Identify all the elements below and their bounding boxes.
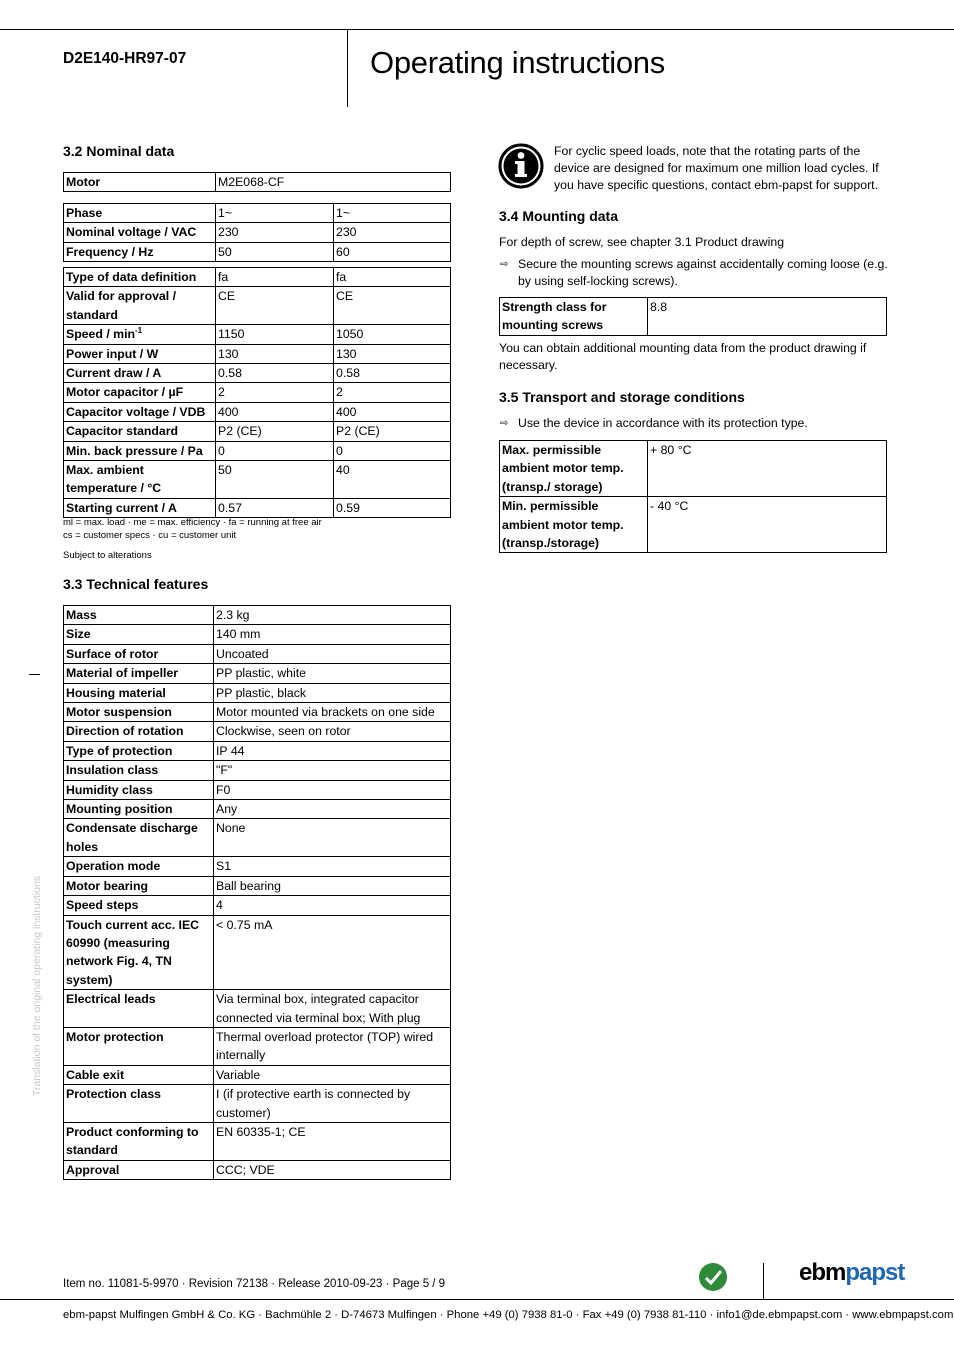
row-label-sup: -1 xyxy=(135,326,143,336)
row-value: S1 xyxy=(214,857,451,876)
table-row xyxy=(64,498,451,517)
row-value: Uncoated xyxy=(214,644,451,663)
row-value: None xyxy=(214,819,451,857)
table-row xyxy=(64,664,451,683)
table-row xyxy=(64,204,451,223)
row-value: Clockwise, seen on rotor xyxy=(214,722,451,741)
transport-table xyxy=(499,440,887,553)
table-row xyxy=(64,857,451,876)
mounting-bullet xyxy=(500,256,890,290)
motor-label: Motor xyxy=(64,173,216,192)
heading-mounting-data: 3.4 Mounting data xyxy=(499,208,618,224)
table-row xyxy=(64,915,451,990)
row-value: Any xyxy=(214,800,451,819)
row-value: I (if protective earth is connected by customer) xyxy=(214,1085,451,1123)
table-row xyxy=(64,819,451,857)
table-row xyxy=(64,383,451,402)
row-label: Size xyxy=(64,625,214,644)
row-value-2: 2 xyxy=(334,383,451,402)
table-row xyxy=(64,1160,451,1179)
mounting-outro: You can obtain additional mounting data from the product drawing if necessary. xyxy=(499,341,867,372)
row-label: Insulation class xyxy=(64,761,214,780)
row-label: Capacitor standard xyxy=(64,422,216,441)
arrow-bullet-icon: ⇨ xyxy=(500,418,509,429)
row-label-text: Speed / min xyxy=(66,327,136,342)
row-label: Nominal voltage / VAC xyxy=(64,223,216,242)
row-label: Speed steps xyxy=(64,896,214,915)
table-row xyxy=(64,741,451,760)
row-value-2: 130 xyxy=(334,344,451,363)
row-value: + 80 °C xyxy=(648,441,887,497)
row-value-2: 0.58 xyxy=(334,364,451,383)
row-value-1: 0.58 xyxy=(216,364,334,383)
mounting-bullet-text: Secure the mounting screws against accidentally coming loose (e.g. by using self-locking screws). xyxy=(518,257,888,288)
table-row xyxy=(64,644,451,663)
heading-transport-storage: 3.5 Transport and storage conditions xyxy=(499,389,745,405)
row-label: Cable exit xyxy=(64,1065,214,1084)
row-value-2: 1050 xyxy=(334,325,451,344)
abbreviation-note xyxy=(63,516,322,542)
row-label: Max. ambient temperature / °C xyxy=(64,461,216,499)
row-label: Condensate discharge holes xyxy=(64,819,214,857)
row-value: IP 44 xyxy=(214,741,451,760)
row-label: Surface of rotor xyxy=(64,644,214,663)
row-label: Mounting position xyxy=(64,800,214,819)
row-label: Motor bearing xyxy=(64,876,214,895)
row-value-1: fa xyxy=(216,268,334,287)
footer-divider xyxy=(763,1263,764,1299)
row-value-1: 0 xyxy=(216,441,334,460)
footer-rule xyxy=(0,1299,954,1300)
company-info: ebm-papst Mulfingen GmbH & Co. KG · Bachmühle 2 · D-74673 Mulfingen · Phone +49 (0) 7938 81-0 · Fax +49 (0) 7938 81-110 · info1@de.ebmpapst.com · www.ebmpapst.com xyxy=(63,1309,954,1321)
row-value-2: P2 (CE) xyxy=(334,422,451,441)
transport-bullet xyxy=(500,415,890,432)
heading-technical-features: 3.3 Technical features xyxy=(63,576,209,592)
row-value: CCC; VDE xyxy=(214,1160,451,1179)
motor-value: M2E068-CF xyxy=(216,173,451,192)
row-label: Touch current acc. IEC 60990 (measuring network Fig. 4, TN system) xyxy=(64,915,214,990)
transport-bullet-text: Use the device in accordance with its protection type. xyxy=(518,416,808,430)
row-value-2: 230 xyxy=(334,223,451,242)
table-row xyxy=(64,1065,451,1084)
row-value-2: 60 xyxy=(334,242,451,261)
row-label: Humidity class xyxy=(64,780,214,799)
row-label: Current draw / A xyxy=(64,364,216,383)
row-value-1: 50 xyxy=(216,461,334,499)
table-row xyxy=(64,1085,451,1123)
row-value: 140 mm xyxy=(214,625,451,644)
table-row xyxy=(64,722,451,741)
header-top-rule xyxy=(0,29,954,30)
table-row xyxy=(64,364,451,383)
row-value: Thermal overload protector (TOP) wired internally xyxy=(214,1027,451,1065)
row-value-1: 1150 xyxy=(216,325,334,344)
row-label: Operation mode xyxy=(64,857,214,876)
strength-class-value: 8.8 xyxy=(648,298,887,336)
row-label: Approval xyxy=(64,1160,214,1179)
page-title: Operating instructions xyxy=(370,45,665,80)
table-row xyxy=(64,761,451,780)
row-label: Motor suspension xyxy=(64,703,214,722)
margin-fold-mark xyxy=(29,674,40,675)
row-value-2: fa xyxy=(334,268,451,287)
row-label: Protection class xyxy=(64,1085,214,1123)
row-label xyxy=(64,325,216,344)
motor-table xyxy=(63,172,451,192)
row-label: Electrical leads xyxy=(64,990,214,1028)
row-label: Motor protection xyxy=(64,1027,214,1065)
table-row xyxy=(64,242,451,261)
row-value: Via terminal box, integrated capacitor connected via terminal box; With plug xyxy=(214,990,451,1028)
table-row xyxy=(64,780,451,799)
info-icon xyxy=(498,143,544,189)
row-label: Housing material xyxy=(64,683,214,702)
abbreviation-line-1: ml = max. load · me = max. efficiency · fa = running at free air xyxy=(63,517,322,528)
item-info: Item no. 11081-5-9970 · Revision 72138 · Release 2010-09-23 · Page 5 / 9 xyxy=(63,1278,446,1290)
logo-ebm: ebm xyxy=(799,1259,846,1286)
table-row xyxy=(500,441,887,497)
mounting-table xyxy=(499,297,887,336)
greentech-logo xyxy=(698,1262,728,1292)
row-value-2: 1~ xyxy=(334,204,451,223)
row-label: Max. permissible ambient motor temp. (transp./ storage) xyxy=(500,441,648,497)
row-label: Mass xyxy=(64,606,214,625)
table-row xyxy=(64,223,451,242)
row-value: Ball bearing xyxy=(214,876,451,895)
row-value: < 0.75 mA xyxy=(214,915,451,990)
table-row xyxy=(64,606,451,625)
row-label: Power input / W xyxy=(64,344,216,363)
row-label: Starting current / A xyxy=(64,498,216,517)
row-value-2: 40 xyxy=(334,461,451,499)
row-value: PP plastic, white xyxy=(214,664,451,683)
row-value-1: CE xyxy=(216,287,334,325)
table-row xyxy=(500,298,887,336)
table-row xyxy=(64,268,451,287)
row-value: 2.3 kg xyxy=(214,606,451,625)
info-text: For cyclic speed loads, note that the rotating parts of the device are designed for maximum one million load cycles. If you have specific questions, contact ebm-papst for support. xyxy=(554,144,879,192)
row-value-1: 400 xyxy=(216,402,334,421)
row-label: Motor capacitor / µF xyxy=(64,383,216,402)
table-row xyxy=(64,1027,451,1065)
strength-class-label: Strength class for mounting screws xyxy=(500,298,648,336)
row-value: Motor mounted via brackets on one side xyxy=(214,703,451,722)
ebmpapst-logo xyxy=(799,1259,904,1287)
table-row xyxy=(64,800,451,819)
table-row xyxy=(64,344,451,363)
row-value-2: CE xyxy=(334,287,451,325)
abbreviation-line-2: cs = customer specs · cu = customer unit xyxy=(63,530,237,541)
row-value-1: 1~ xyxy=(216,204,334,223)
row-value-1: 0.57 xyxy=(216,498,334,517)
table-row xyxy=(64,402,451,421)
row-label: Type of data definition xyxy=(64,268,216,287)
row-label: Frequency / Hz xyxy=(64,242,216,261)
row-value: - 40 °C xyxy=(648,497,887,553)
table-row xyxy=(500,497,887,553)
technical-table xyxy=(63,605,451,1180)
row-label: Phase xyxy=(64,204,216,223)
table-row xyxy=(64,441,451,460)
row-value: PP plastic, black xyxy=(214,683,451,702)
row-value-2: 400 xyxy=(334,402,451,421)
row-value-2: 0.59 xyxy=(334,498,451,517)
row-value-1: P2 (CE) xyxy=(216,422,334,441)
arrow-bullet-icon: ⇨ xyxy=(500,259,509,270)
row-label: Min. back pressure / Pa xyxy=(64,441,216,460)
row-label: Material of impeller xyxy=(64,664,214,683)
nominal-table-b xyxy=(63,267,451,518)
row-label: Capacitor voltage / VDB xyxy=(64,402,216,421)
row-value-2: 0 xyxy=(334,441,451,460)
translation-note: Translation of the original operating instructions xyxy=(31,875,43,1097)
table-row xyxy=(64,173,451,192)
row-value: F0 xyxy=(214,780,451,799)
table-row xyxy=(64,703,451,722)
mounting-intro: For depth of screw, see chapter 3.1 Product drawing xyxy=(499,235,785,249)
table-row xyxy=(64,990,451,1028)
table-row xyxy=(64,1122,451,1160)
table-row xyxy=(64,625,451,644)
row-value-1: 130 xyxy=(216,344,334,363)
table-row xyxy=(64,876,451,895)
row-value-1: 230 xyxy=(216,223,334,242)
row-value: "F" xyxy=(214,761,451,780)
table-row xyxy=(64,287,451,325)
row-value-1: 2 xyxy=(216,383,334,402)
row-value-1: 50 xyxy=(216,242,334,261)
subject-to-alterations: Subject to alterations xyxy=(63,550,152,561)
row-label: Valid for approval / standard xyxy=(64,287,216,325)
row-value: 4 xyxy=(214,896,451,915)
model-number: D2E140-HR97-07 xyxy=(63,50,187,67)
table-row xyxy=(64,683,451,702)
table-row xyxy=(64,461,451,499)
row-label: Direction of rotation xyxy=(64,722,214,741)
header-divider xyxy=(347,29,348,107)
table-row xyxy=(64,422,451,441)
row-label: Product conforming to standard xyxy=(64,1122,214,1160)
logo-papst: papst xyxy=(845,1259,905,1286)
nominal-table-a xyxy=(63,203,451,262)
row-label: Min. permissible ambient motor temp. (transp./storage) xyxy=(500,497,648,553)
row-value: EN 60335-1; CE xyxy=(214,1122,451,1160)
heading-nominal-data: 3.2 Nominal data xyxy=(63,143,175,159)
table-row xyxy=(64,896,451,915)
row-value: Variable xyxy=(214,1065,451,1084)
row-label: Type of protection xyxy=(64,741,214,760)
table-row xyxy=(64,325,451,344)
